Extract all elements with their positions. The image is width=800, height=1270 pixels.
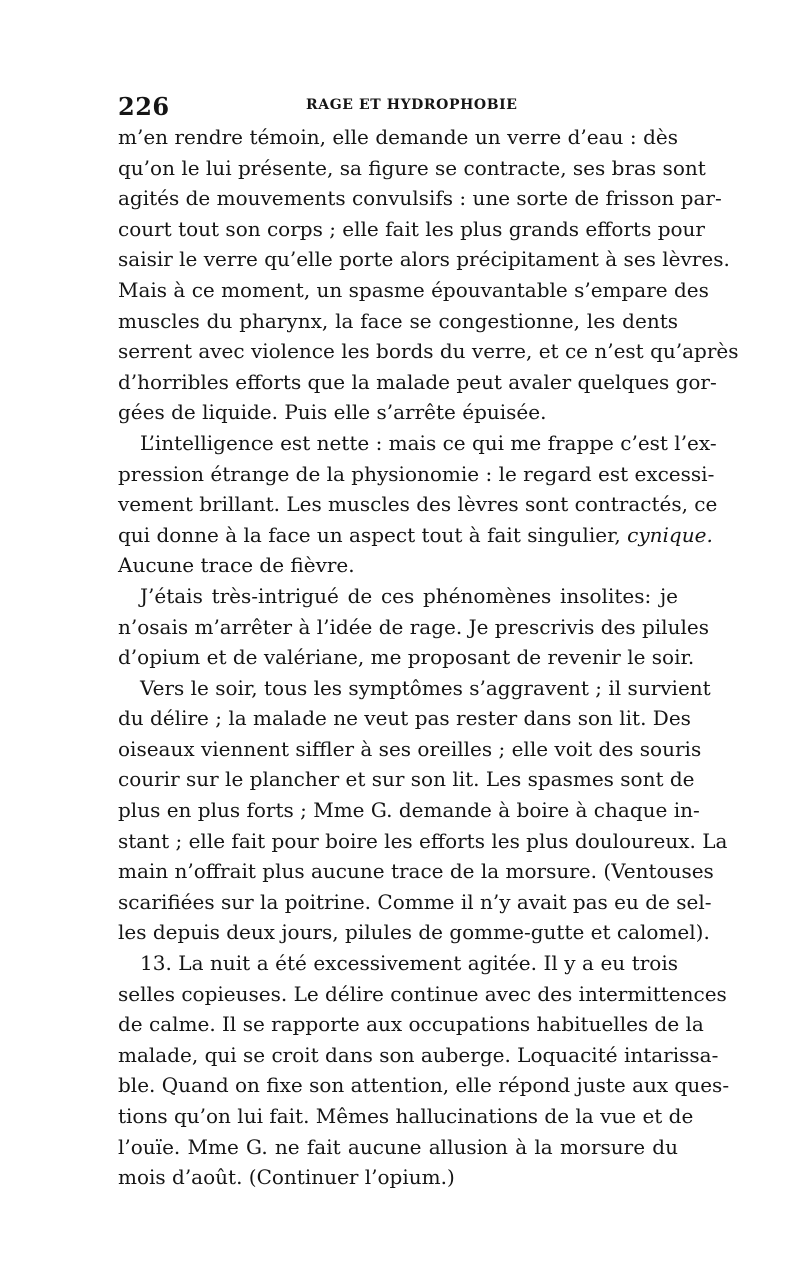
text-line: de calme. Il se rapporte aux occupations habituelles de la — [118, 1012, 704, 1037]
page-number: 226 — [118, 92, 170, 121]
text-line: main n’offrait plus aucune trace de la morsure. (Ventouses — [118, 859, 714, 884]
text-line: qu’on le lui présente, sa figure se contracte, ses bras sont — [118, 155, 706, 180]
text-line: saisir le verre qu’elle porte alors précipitament à ses lèvres. — [118, 247, 730, 272]
text-line: stant ; elle fait pour boire les efforts les plus douloureux. La — [118, 828, 728, 853]
text-line: pression étrange de la physionomie : le regard est excessi- — [118, 461, 715, 486]
text-line: Vers le soir, tous les symptômes s’aggravent ; il survient — [140, 675, 711, 700]
text-line: Mais à ce moment, un spasme épouvantable s’empare des — [118, 277, 709, 302]
text-line-with-italic — [118, 520, 713, 551]
text-line: Aucune trace de fièvre. — [118, 553, 355, 578]
text-line: court tout son corps ; elle fait les plus grands efforts pour — [118, 216, 705, 241]
text-line: selles copieuses. Le délire continue avec des intermittences — [118, 981, 727, 1006]
text-line: muscles du pharynx, la face se congestionne, les dents — [118, 308, 678, 333]
text-line: agités de mouvements convulsifs : une sorte de frisson par- — [118, 186, 722, 211]
text-line: oiseaux viennent siffler à ses oreilles ; elle voit des souris — [118, 736, 702, 761]
page-header — [118, 92, 678, 122]
text-line: mois d’août. (Continuer l’opium.) — [118, 1165, 455, 1190]
text-line: d’horribles efforts que la malade peut avaler quelques gor- — [118, 369, 717, 394]
text-line: courir sur le plancher et sur son lit. Les spasmes sont de — [118, 767, 695, 792]
text-line: L’intelligence est nette : mais ce qui me frappe c’est l’ex- — [140, 430, 717, 455]
text-fragment: qui donne à la face un aspect tout à fait singulier, — [118, 522, 621, 547]
italic-word: cynique. — [627, 522, 713, 547]
text-line: plus en plus forts ; Mme G. demande à boire à chaque in- — [118, 798, 700, 823]
text-line: d’opium et de valériane, me proposant de revenir le soir. — [118, 645, 695, 670]
body-text — [118, 122, 739, 1193]
text-line: vement brillant. Les muscles des lèvres sont contractés, ce — [118, 492, 718, 517]
text-line: scarifiées sur la poitrine. Comme il n’y avait pas eu de sel- — [118, 889, 712, 914]
text-line: malade, qui se croit dans son auberge. Loquacité intarissa- — [118, 1042, 719, 1067]
running-title: RAGE ET HYDROPHOBIE — [306, 97, 518, 113]
text-line: n’osais m’arrêter à l’idée de rage. Je prescrivis des pilules — [118, 614, 709, 639]
text-line: J’étais très-intrigué de ces phénomènes insolites: je — [140, 583, 678, 608]
text-line: gées de liquide. Puis elle s’arrête épuisée. — [118, 400, 547, 425]
text-line: m’en rendre témoin, elle demande un verre d’eau : dès — [118, 125, 678, 149]
text-line: serrent avec violence les bords du verre, et ce n’est qu’après — [118, 339, 739, 364]
text-line: 13. La nuit a été excessivement agitée. Il y a eu trois — [140, 951, 678, 976]
text-line: les depuis deux jours, pilules de gomme-gutte et calomel). — [118, 920, 710, 945]
text-line: tions qu’on lui fait. Mêmes hallucinations de la vue et de — [118, 1104, 694, 1128]
text-line: l’ouïe. Mme G. ne fait aucune allusion à la morsure du — [118, 1134, 678, 1159]
text-line: du délire ; la malade ne veut pas rester dans son lit. Des — [118, 706, 691, 731]
text-line: ble. Quand on fixe son attention, elle répond juste aux ques- — [118, 1073, 730, 1098]
